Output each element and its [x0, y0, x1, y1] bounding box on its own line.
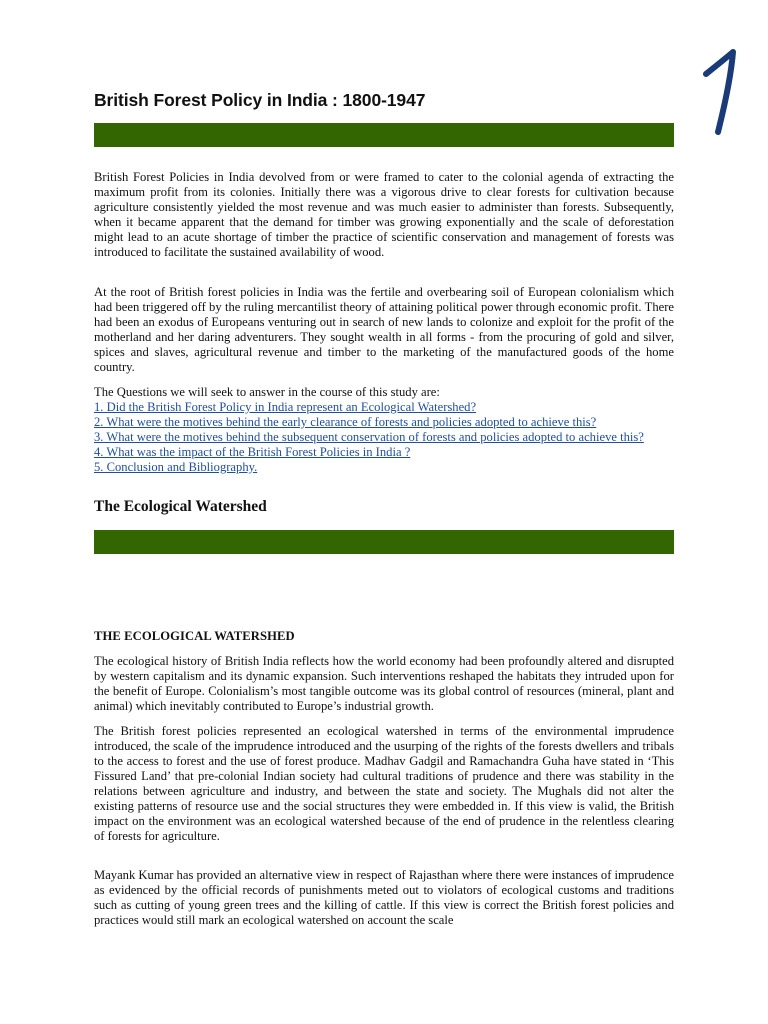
handwritten-one-icon: [700, 48, 750, 138]
questions-intro: The Questions we will seek to answer in the course of this study are:: [94, 385, 440, 399]
body-paragraph: The ecological history of British India reflects how the world economy had been profoundly altered and disrupted by western capitalism and its dynamic expansion. Such interventions reshaped the habitats they intruded upon for the benefit of Europe. Colonialism’s most tangible outcome was its global control of resources (mineral, plant and animal) which inevitably contributed to Europe’s industrial growth.: [94, 654, 674, 713]
intro-paragraph: At the root of British forest policies in India was the fertile and overbearing soil of European colonialism which had been triggered off by the ruling mercantilist theory of attaining political power through economic profit. There had been an exodus of Europeans venturing out in search of new lands to colonize and exploit for the profit of the motherland and her daring adventurers. They sought wealth in all forms - from the procuring of gold and silver, spices and slaves, agricultural revenue and timber to the marketing of the manufactured goods of the home country.: [94, 285, 674, 374]
question-link-4[interactable]: 4. What was the impact of the British Forest Policies in India ?: [94, 445, 411, 459]
question-link-5[interactable]: 5. Conclusion and Bibliography.: [94, 460, 258, 474]
list-item: [94, 415, 674, 430]
page-number-glyph: [700, 48, 750, 138]
title-header-bar: [94, 123, 674, 147]
list-item: [94, 445, 674, 460]
list-item: [94, 460, 674, 475]
subsection-heading: THE ECOLOGICAL WATERSHED: [94, 629, 295, 643]
section-header-bar: [94, 530, 674, 554]
question-link-1[interactable]: 1. Did the British Forest Policy in India represent an Ecological Watershed?: [94, 400, 477, 414]
intro-paragraph: British Forest Policies in India devolved from or were framed to cater to the colonial agenda of extracting the maximum profit from its colonies. Initially there was a vigorous drive to clear forests for cultivation because agriculture consistently yielded the most revenue and was much easier to administer than forests. Subsequently, when it became apparent that the demand for timber was growing exponentially and the scale of deforestation might lead to an acute shortage of timber the practice of scientific conservation and management of forests was introduced to facilitate the sustained availability of wood.: [94, 170, 674, 259]
question-link-2[interactable]: 2. What were the motives behind the early clearance of forests and policies adopted to achieve this?: [94, 415, 597, 429]
document-title: British Forest Policy in India : 1800-1947: [94, 90, 426, 110]
list-item: [94, 430, 674, 445]
body-paragraph: The British forest policies represented an ecological watershed in terms of the environmental imprudence introduced, the scale of the imprudence introduced and the usurping of the rights of the forests dwellers and tribals to the access to forest and the use of forest produce. Madhav Gadgil and Ramachandra Guha have stated in ‘This Fissured Land’ that pre-colonial Indian society had cultural traditions of prudence and there was stability in the relations between agriculture and industry, and between the state and society. The Mughals did not alter the existing patterns of resource use and the social structures they were embedded in. If this view is valid, the British impact on the environment was an ecological watershed because of the end of prudence in the relentless clearing of forests for agriculture.: [94, 724, 674, 843]
question-link-3[interactable]: 3. What were the motives behind the subsequent conservation of forests and policies adopted to achieve this?: [94, 430, 644, 444]
body-paragraph: Mayank Kumar has provided an alternative view in respect of Rajasthan where there were instances of imprudence as evidenced by the official records of punishments meted out to violators of ecological customs and traditions such as cutting of young green trees and the killing of cattle. If this view is correct the British forest policies and practices would still mark an ecological watershed on account the scale: [94, 868, 674, 927]
questions-list: [94, 400, 674, 475]
list-item: [94, 400, 674, 415]
section-heading: The Ecological Watershed: [94, 498, 267, 515]
